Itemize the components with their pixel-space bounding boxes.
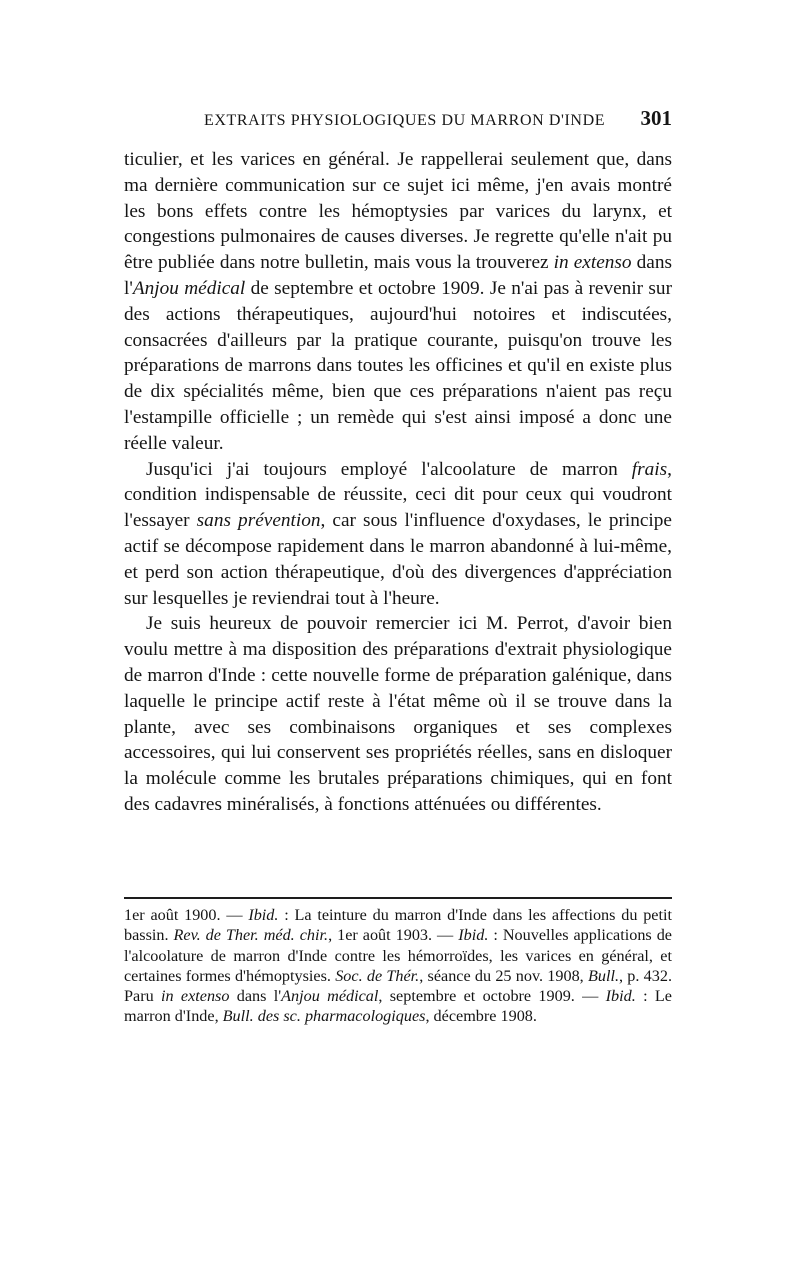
italic-text-run: in extenso [553, 252, 632, 274]
paragraph [124, 457, 672, 612]
text-run: dans l' [229, 987, 282, 1006]
text-run: : La teinture du marron d'Inde dans les affections du petit bassin. [124, 906, 672, 945]
text-run: , séance du 25 nov. 1908, [419, 966, 588, 985]
italic-text-run: Ibid. [248, 906, 279, 924]
italic-text-run: Soc. de Thér. [335, 966, 420, 985]
running-title: EXTRAITS PHYSIOLOGIQUES DU MARRON D'INDE [204, 112, 606, 129]
italic-text-run: Bull. des sc. pharmacologiques [222, 1007, 426, 1026]
text-run: : Le marron d'Inde, [124, 987, 672, 1026]
italic-text-run: in extenso [160, 987, 230, 1006]
text-run: , décembre 1908. [425, 1007, 537, 1026]
italic-text-run: Ibid. [458, 926, 489, 945]
italic-text-run: frais [631, 458, 668, 480]
italic-text-run: Bull. [587, 966, 619, 985]
text-run: , 1er août 1903. — [328, 926, 459, 945]
italic-text-run: Anjou médical [281, 987, 379, 1006]
footnote-separator [124, 897, 672, 899]
text-run: , car sous l'influence d'oxydases, le principe actif se décompose rapidement dans le marron abandonné à lui-même, et perd son action thérapeutique, d'où des divergences d'appréciation sur lesquelles je reviendrai tout à l'heure. [124, 510, 672, 609]
text-run: dans l' [124, 252, 672, 299]
italic-text-run: sans prévention [196, 510, 321, 532]
text-run: 1er août 1900. — [124, 906, 249, 924]
text-run: Je suis heureux de pouvoir remercier ici M. Perrot, d'avoir bien voulu mettre à ma disposition des préparations d'extrait physiologique de marron d'Inde : cette nouvelle forme de préparation galénique, dans laquelle le principe actif reste à l'état même où il se trouve dans la plante, avec ses combinaisons organiques et ses complexes accessoires, qui lui conservent ses propriétés réelles, sans en disloquer la molécule comme les brutales préparations chimiques, qui en font des cadavres minéralisés, à fonctions atténuées ou différentes. [124, 613, 672, 815]
page-number: 301 [640, 106, 672, 130]
text-run: , septembre et octobre 1909. — [378, 987, 606, 1006]
italic-text-run: Rev. de Ther. méd. chir. [173, 926, 329, 945]
footnote [124, 905, 672, 1027]
body-text [124, 147, 672, 818]
text-run: ticulier, et les varices en général. Je rappellerai seulement que, dans ma dernière communication sur ce sujet ici même, j'en avais montré les bons effets contre les hémoptysies par varices du larynx, et congestions pulmonaires de causes diverses. Je regrette qu'elle n'ait pu être publiée dans notre bulletin, mais vous la trouverez [124, 149, 672, 274]
text-run: , condition indispensable de réussite, ceci dit pour ceux qui voudront l'essayer [124, 458, 672, 532]
text-run: : Nouvelles applications de l'alcoolature de marron d'Inde contre les hémorroïdes, les varices en général, et certaines formes d'hémoptysies. [124, 926, 672, 985]
text-run: , p. 432. Paru [124, 966, 673, 1006]
paragraph [124, 147, 672, 457]
text-run: Jusqu'ici j'ai toujours employé l'alcoolature de marron [146, 458, 632, 480]
italic-text-run: Ibid. [605, 987, 636, 1006]
text-run: de septembre et octobre 1909. Je n'ai pas à revenir sur des actions thérapeutiques, aujourd'hui notoires et indiscutées, consacrées d'ailleurs par la pratique courante, puisqu'on trouve les préparations de marrons dans toutes les officines et qu'il en existe plus de dix spécialités même, bien que ces préparations n'aient pas reçu l'estampille officielle ; un remède qui s'est ainsi imposé a donc une réelle valeur. [124, 277, 672, 454]
paragraph [124, 611, 672, 817]
italic-text-run: Anjou médical [132, 277, 246, 299]
running-head [124, 106, 672, 131]
